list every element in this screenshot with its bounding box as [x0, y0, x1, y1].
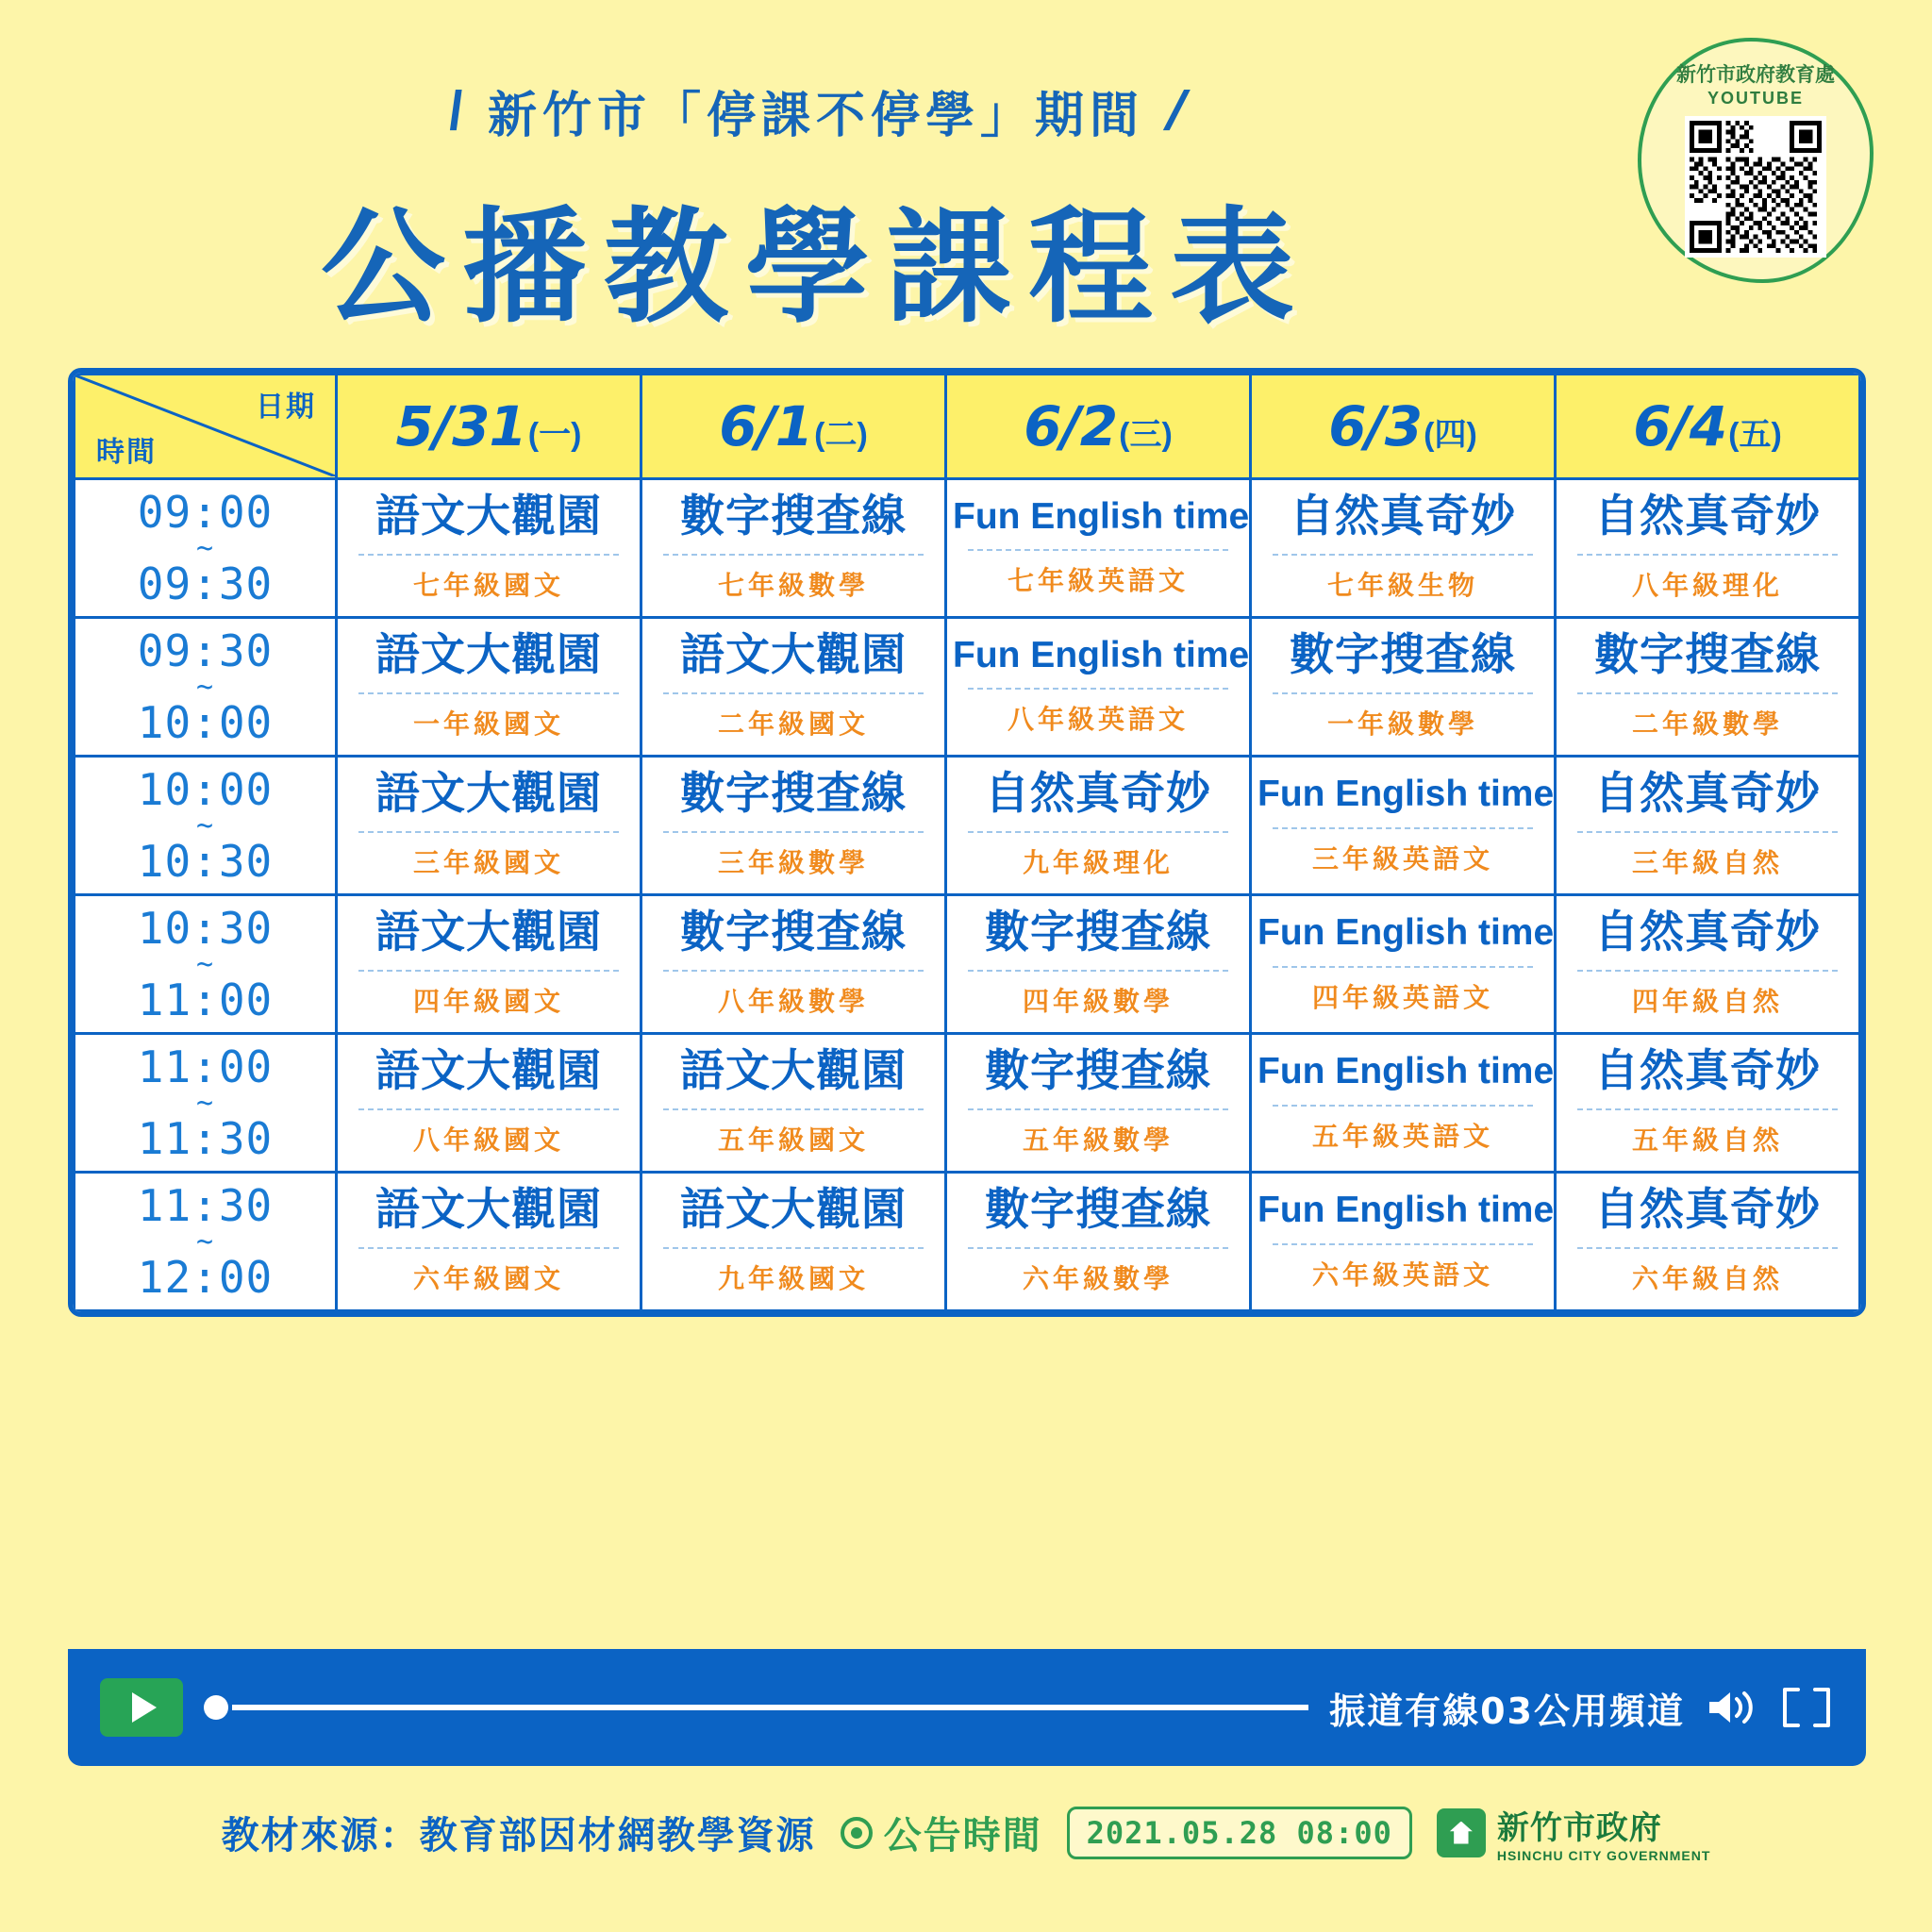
- time-tilde-4: ~: [195, 1086, 215, 1120]
- cell-divider: [358, 970, 619, 972]
- course-title: 語文大觀園: [375, 629, 602, 682]
- page-header: [0, 38, 1632, 346]
- course-grade: 三年級自然: [1631, 847, 1783, 879]
- course-title: 數字搜查線: [680, 768, 907, 821]
- time-end-5: 12:00: [137, 1251, 274, 1303]
- time-start-4: 11:00: [137, 1041, 274, 1092]
- time-cell-1: [75, 618, 337, 757]
- course-grade: 七年級英語文: [1007, 565, 1189, 597]
- cell-divider: [1273, 1105, 1533, 1107]
- course-title: 語文大觀園: [680, 1184, 907, 1237]
- table-row: [75, 1034, 1860, 1173]
- course-grade: 六年級自然: [1631, 1263, 1783, 1295]
- time-tilde-3: ~: [195, 947, 215, 981]
- time-start-5: 11:30: [137, 1180, 274, 1231]
- day-header-4: [1556, 375, 1860, 479]
- slider-knob[interactable]: [204, 1695, 228, 1720]
- qr-caption: [1676, 63, 1835, 109]
- course-grade: 七年級國文: [412, 570, 564, 602]
- qr-caption-en: YOUTUBE: [1707, 88, 1804, 108]
- time-cell-0: [75, 479, 337, 618]
- course-title: Fun English time: [1257, 1050, 1555, 1091]
- time-tilde-1: ~: [195, 670, 215, 704]
- course-title: 自然真奇妙: [1290, 491, 1516, 542]
- table-row: [75, 618, 1860, 757]
- notice-timestamp: 2021.05.28 08:00: [1067, 1807, 1412, 1859]
- time-cell-3: [75, 895, 337, 1034]
- course-grade: 八年級英語文: [1007, 704, 1189, 736]
- course-grade: 三年級國文: [412, 847, 564, 879]
- course-title: Fun English time: [1257, 773, 1555, 814]
- slot-1-4: [1556, 618, 1860, 757]
- slot-4-4: [1556, 1034, 1860, 1173]
- table-row: [75, 479, 1860, 618]
- slot-3-3: [1251, 895, 1556, 1034]
- time-end-2: 10:30: [137, 835, 274, 887]
- schedule-panel: [68, 368, 1866, 1317]
- cell-divider: [1273, 692, 1533, 694]
- table-row: [75, 757, 1860, 895]
- course-grade: 一年級國文: [412, 708, 564, 741]
- course-grade: 九年級理化: [1022, 847, 1174, 879]
- cell-divider: [968, 549, 1228, 551]
- cell-divider: [663, 970, 924, 972]
- cell-divider: [358, 1108, 619, 1110]
- course-title: 語文大觀園: [375, 1184, 602, 1237]
- cell-divider: [1577, 1247, 1838, 1249]
- course-title: 自然真奇妙: [1594, 907, 1821, 959]
- city-mark-icon: [1437, 1808, 1486, 1857]
- qr-code-icon[interactable]: [1685, 116, 1826, 258]
- day-weekday-0: (一): [527, 417, 582, 453]
- slot-5-0: [337, 1173, 641, 1311]
- day-date-0: 5/31: [395, 394, 526, 458]
- cell-divider: [1273, 1243, 1533, 1245]
- slot-4-3: [1251, 1034, 1556, 1173]
- cell-divider: [1577, 970, 1838, 972]
- day-date-3: 6/3: [1328, 394, 1423, 458]
- slot-3-0: [337, 895, 641, 1034]
- slider-track[interactable]: [232, 1705, 1308, 1710]
- day-date-2: 6/2: [1024, 394, 1118, 458]
- time-start-3: 10:30: [137, 902, 274, 954]
- course-grade: 三年級數學: [717, 847, 869, 879]
- notice-group: [841, 1806, 1042, 1859]
- table-head: [75, 375, 1860, 479]
- course-grade: 四年級數學: [1022, 986, 1174, 1018]
- page-title: 公播教學課程表: [321, 195, 1311, 341]
- slot-5-4: [1556, 1173, 1860, 1311]
- page-footer: [0, 1802, 1932, 1863]
- slot-1-3: [1251, 618, 1556, 757]
- course-grade: 五年級數學: [1022, 1124, 1174, 1157]
- course-grade: 六年級國文: [412, 1263, 564, 1295]
- course-grade: 八年級數學: [717, 986, 869, 1018]
- slash-right-icon: /: [1158, 80, 1194, 142]
- slot-0-4: [1556, 479, 1860, 618]
- slot-3-2: [946, 895, 1251, 1034]
- course-title: 語文大觀園: [375, 768, 602, 821]
- course-title: 數字搜查線: [985, 907, 1211, 959]
- gov-name-en: HSINCHU CITY GOVERNMENT: [1496, 1848, 1711, 1863]
- day-weekday-1: (二): [814, 417, 868, 453]
- time-end-4: 11:30: [137, 1112, 274, 1164]
- cell-divider: [358, 692, 619, 694]
- slot-2-1: [641, 757, 946, 895]
- slot-5-1: [641, 1173, 946, 1311]
- day-date-1: 6/1: [719, 394, 813, 458]
- government-logo: [1437, 1802, 1711, 1863]
- play-icon: [132, 1692, 157, 1723]
- day-weekday-4: (五): [1728, 417, 1782, 453]
- course-title: 數字搜查線: [985, 1184, 1211, 1237]
- course-title: 語文大觀園: [375, 907, 602, 959]
- course-title: 自然真奇妙: [985, 768, 1211, 821]
- cell-divider: [968, 1108, 1228, 1110]
- time-start-1: 09:30: [137, 625, 274, 676]
- slot-4-2: [946, 1034, 1251, 1173]
- course-title: Fun English time: [953, 634, 1250, 675]
- course-grade: 七年級數學: [717, 570, 869, 602]
- slot-1-1: [641, 618, 946, 757]
- cell-divider: [358, 1247, 619, 1249]
- gov-name-cn: 新竹市政府: [1496, 1809, 1662, 1847]
- notice-label: 公告時間: [883, 1814, 1042, 1857]
- slot-0-0: [337, 479, 641, 618]
- time-cell-2: [75, 757, 337, 895]
- time-start-2: 10:00: [137, 763, 274, 815]
- course-title: 自然真奇妙: [1594, 1184, 1821, 1237]
- government-name: [1497, 1802, 1711, 1863]
- time-end-3: 11:00: [137, 974, 274, 1025]
- course-title: 自然真奇妙: [1594, 491, 1821, 542]
- slot-4-1: [641, 1034, 946, 1173]
- time-cell-5: [75, 1173, 337, 1311]
- table-corner-header: [75, 375, 337, 479]
- table-body: [75, 479, 1860, 1311]
- day-header-2: [946, 375, 1251, 479]
- day-header-1: [641, 375, 946, 479]
- cell-divider: [1577, 554, 1838, 556]
- slot-5-3: [1251, 1173, 1556, 1311]
- slot-4-0: [337, 1034, 641, 1173]
- target-icon: [841, 1817, 873, 1849]
- slot-2-0: [337, 757, 641, 895]
- course-title: 自然真奇妙: [1594, 768, 1821, 821]
- slot-2-4: [1556, 757, 1860, 895]
- time-end-0: 09:30: [137, 558, 274, 609]
- day-header-3: [1251, 375, 1556, 479]
- slot-0-2: [946, 479, 1251, 618]
- corner-date-label: 日期: [256, 391, 316, 423]
- slot-3-1: [641, 895, 946, 1034]
- course-grade: 四年級國文: [412, 986, 564, 1018]
- qr-caption-cn: 新竹市政府教育處: [1676, 63, 1835, 86]
- time-tilde-5: ~: [195, 1224, 215, 1258]
- course-title: 數字搜查線: [1594, 629, 1821, 682]
- slot-1-0: [337, 618, 641, 757]
- course-grade: 二年級數學: [1631, 708, 1783, 741]
- course-title: 數字搜查線: [1290, 629, 1516, 682]
- course-grade: 八年級理化: [1631, 570, 1783, 602]
- time-tilde-0: ~: [195, 531, 215, 565]
- time-tilde-2: ~: [195, 808, 215, 842]
- slot-3-4: [1556, 895, 1860, 1034]
- course-grade: 五年級自然: [1631, 1124, 1783, 1157]
- course-title: 語文大觀園: [375, 491, 602, 542]
- cell-divider: [968, 688, 1228, 690]
- course-title: Fun English time: [953, 495, 1250, 537]
- day-weekday-2: (三): [1119, 417, 1173, 453]
- table-row: [75, 1173, 1860, 1311]
- course-title: 數字搜查線: [680, 491, 907, 542]
- slash-left-icon: \: [438, 80, 474, 142]
- qr-badge[interactable]: [1638, 38, 1874, 283]
- channel-label: 振道有線03公用頻道: [1329, 1690, 1685, 1732]
- time-end-1: 10:00: [137, 696, 274, 748]
- slot-0-3: [1251, 479, 1556, 618]
- cell-divider: [1577, 692, 1838, 694]
- time-cell-4: [75, 1034, 337, 1173]
- material-source: 教材來源：教育部因材網教學資源: [221, 1814, 816, 1857]
- course-title: 語文大觀園: [680, 1045, 907, 1098]
- cell-divider: [1273, 966, 1533, 968]
- cell-divider: [663, 831, 924, 833]
- subtitle-row: [0, 75, 1632, 146]
- fullscreen-icon[interactable]: [1779, 1686, 1834, 1729]
- course-grade: 二年級國文: [717, 708, 869, 741]
- day-date-4: 6/4: [1633, 394, 1727, 458]
- course-title: 自然真奇妙: [1594, 1045, 1821, 1098]
- play-button[interactable]: [100, 1678, 183, 1737]
- cell-divider: [968, 1247, 1228, 1249]
- cell-divider: [663, 1108, 924, 1110]
- course-grade: 一年級數學: [1326, 708, 1478, 741]
- cell-divider: [968, 970, 1228, 972]
- day-header-0: [337, 375, 641, 479]
- course-title: Fun English time: [1257, 1189, 1555, 1230]
- cell-divider: [358, 554, 619, 556]
- slot-2-2: [946, 757, 1251, 895]
- course-grade: 四年級自然: [1631, 986, 1783, 1018]
- cell-divider: [968, 831, 1228, 833]
- cell-divider: [663, 692, 924, 694]
- cell-divider: [1577, 831, 1838, 833]
- cell-divider: [663, 554, 924, 556]
- course-title: 數字搜查線: [985, 1045, 1211, 1098]
- cell-divider: [1273, 827, 1533, 829]
- course-title: Fun English time: [1257, 911, 1555, 953]
- course-title: 語文大觀園: [375, 1045, 602, 1098]
- cell-divider: [663, 1247, 924, 1249]
- table-header-row: [75, 375, 1860, 479]
- slot-5-2: [946, 1173, 1251, 1311]
- page-subtitle: 新竹市「停課不停學」期間: [487, 88, 1144, 144]
- cell-divider: [1577, 1108, 1838, 1110]
- volume-icon[interactable]: [1706, 1687, 1758, 1728]
- corner-time-label: 時間: [96, 437, 157, 468]
- course-grade: 五年級國文: [717, 1124, 869, 1157]
- course-grade: 四年級英語文: [1311, 981, 1493, 1013]
- slot-2-3: [1251, 757, 1556, 895]
- course-title: 數字搜查線: [680, 907, 907, 959]
- course-grade: 九年級國文: [717, 1263, 869, 1295]
- course-grade: 八年級國文: [412, 1124, 564, 1157]
- course-title: 語文大觀園: [680, 629, 907, 682]
- course-grade: 七年級生物: [1326, 570, 1478, 602]
- cell-divider: [1273, 554, 1533, 556]
- slot-0-1: [641, 479, 946, 618]
- schedule-table: [73, 373, 1861, 1312]
- day-weekday-3: (四): [1424, 417, 1477, 453]
- course-grade: 六年級英語文: [1311, 1258, 1493, 1291]
- time-start-0: 09:00: [137, 486, 274, 538]
- course-grade: 六年級數學: [1022, 1263, 1174, 1295]
- course-grade: 五年級英語文: [1311, 1120, 1493, 1152]
- table-row: [75, 895, 1860, 1034]
- player-bar: [68, 1649, 1866, 1766]
- cell-divider: [358, 831, 619, 833]
- course-grade: 三年級英語文: [1311, 842, 1493, 874]
- progress-slider[interactable]: [204, 1689, 1308, 1726]
- slot-1-2: [946, 618, 1251, 757]
